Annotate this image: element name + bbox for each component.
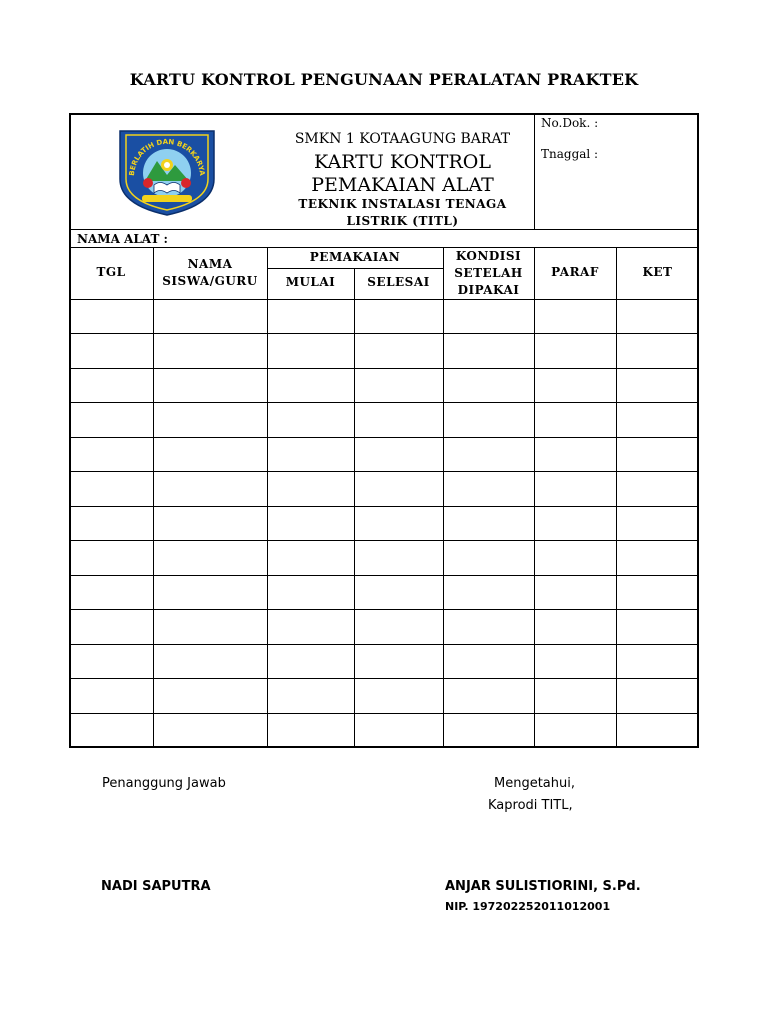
table-row-line — [69, 368, 699, 369]
logo-motto: BERLATIH DAN BERKARYA — [127, 137, 207, 177]
approver-role-2: Kaprodi TITL, — [488, 798, 573, 813]
table-row-line — [69, 540, 699, 541]
pemakaian-subheader-line — [267, 268, 443, 269]
approver-nip: NIP. 197202252011012001 — [445, 900, 611, 913]
department-line-2: LISTRIK (TITL) — [346, 214, 459, 228]
document-number-label: No.Dok. : — [541, 116, 599, 130]
table-row-line — [69, 644, 699, 645]
document-title: KARTU KONTROL PENGUNAAN PERALATAN PRAKTEK — [129, 70, 639, 89]
card-title-line-2: PEMAKAIAN ALAT — [311, 174, 494, 196]
table-column-line — [267, 247, 268, 747]
table-row-line — [69, 713, 699, 714]
column-header-tgl: TGL — [96, 265, 126, 279]
table-row-line — [69, 609, 699, 610]
equipment-name-field[interactable]: NAMA ALAT : — [77, 232, 168, 246]
column-header-pemakaian: PEMAKAIAN — [309, 250, 401, 264]
equipment-row-line — [69, 247, 699, 248]
column-header-selesai: SELESAI — [367, 275, 430, 289]
department-line-1: TEKNIK INSTALASI TENAGA — [298, 197, 507, 211]
table-row-line — [69, 678, 699, 679]
table-column-line — [534, 247, 535, 747]
column-header-ket: KET — [642, 265, 673, 279]
table-header-bottom-line — [69, 299, 699, 300]
table-column-line — [354, 268, 355, 747]
table-row-line — [69, 437, 699, 438]
school-logo-icon — [112, 125, 222, 217]
responsible-role: Penanggung Jawab — [102, 776, 226, 791]
table-column-line — [153, 247, 154, 747]
table-row-line — [69, 471, 699, 472]
responsible-name: NADI SAPUTRA — [101, 879, 211, 894]
table-row-line — [69, 575, 699, 576]
column-header-kondisi-2: SETELAH — [454, 266, 523, 280]
school-name: SMKN 1 KOTAAGUNG BARAT — [294, 131, 511, 147]
approver-name: ANJAR SULISTIORINI, S.Pd. — [445, 879, 641, 894]
card-title-line-1: KARTU KONTROL — [314, 151, 491, 173]
table-row-line — [69, 333, 699, 334]
column-header-paraf: PARAF — [551, 265, 599, 279]
date-label: Tnaggal : — [541, 147, 599, 161]
header-divider-right — [534, 113, 535, 229]
table-column-line — [616, 247, 617, 747]
column-header-mulai: MULAI — [285, 275, 336, 289]
column-header-nama: NAMA — [187, 257, 233, 271]
column-header-nama-2: SISWA/GURU — [162, 274, 258, 288]
column-header-kondisi-3: DIPAKAI — [457, 283, 520, 297]
approver-role-1: Mengetahui, — [494, 776, 575, 791]
column-header-kondisi: KONDISI — [455, 249, 522, 263]
table-row-line — [69, 402, 699, 403]
table-row-line — [69, 506, 699, 507]
header-bottom-line — [69, 229, 699, 230]
table-column-line — [443, 247, 444, 747]
